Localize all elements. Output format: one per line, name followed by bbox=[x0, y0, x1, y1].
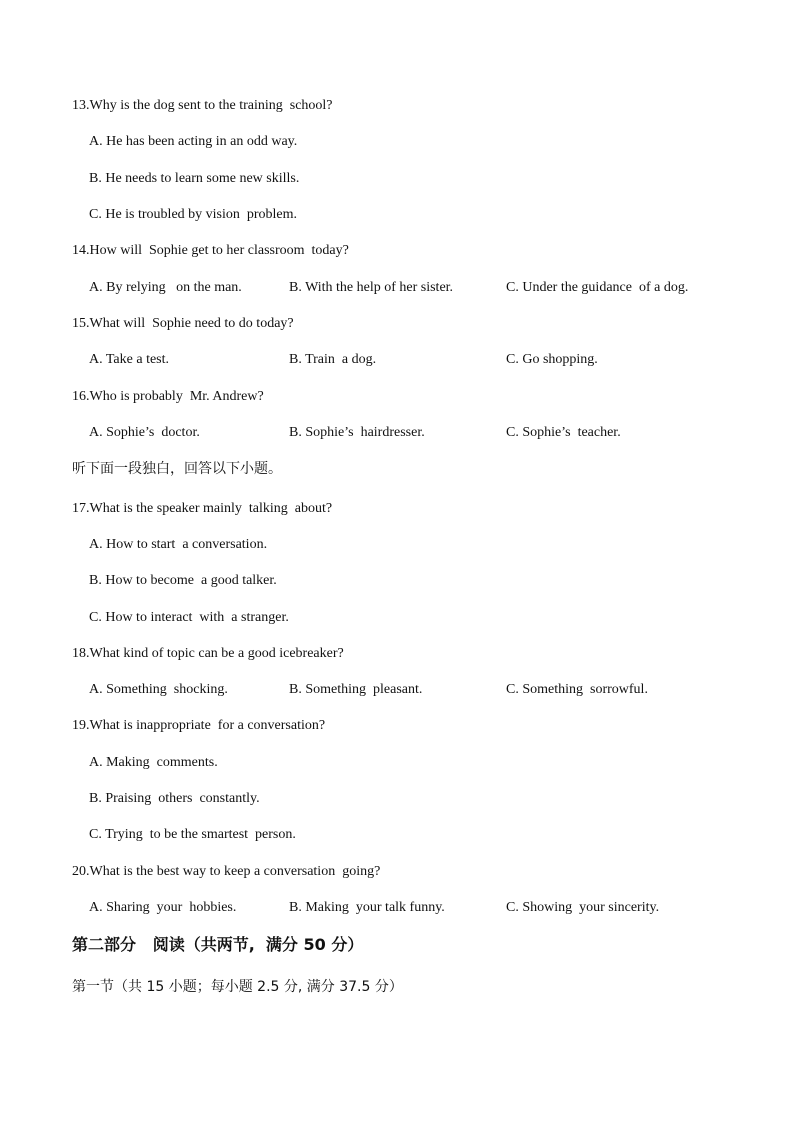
option-18-c: C. Something sorrowful. bbox=[506, 682, 648, 697]
option-15-b: B. Train a dog. bbox=[289, 352, 377, 367]
option-18-b: B. Something pleasant. bbox=[289, 682, 423, 697]
option-19-c: C. Trying to be the smartest person. bbox=[89, 827, 296, 842]
question-16: 16.Who is probably Mr. Andrew? bbox=[72, 389, 264, 404]
option-19-a: A. Making comments. bbox=[89, 755, 218, 770]
option-20-a: A. Sharing your hobbies. bbox=[89, 900, 237, 915]
section-1-heading: 第一节（共 15 小题；每小题 2.5 分, 满分 37.5 分） bbox=[72, 979, 403, 995]
question-15: 15.What will Sophie need to do today? bbox=[72, 316, 294, 331]
option-20-b: B. Making your talk funny. bbox=[289, 900, 445, 915]
option-17-c: C. How to interact with a stranger. bbox=[89, 610, 289, 625]
question-17: 17.What is the speaker mainly talking about? bbox=[72, 501, 333, 516]
option-14-c: C. Under the guidance of a dog. bbox=[506, 280, 689, 295]
option-18-a: A. Something shocking. bbox=[89, 682, 228, 697]
option-13-c: C. He is troubled by vision problem. bbox=[89, 207, 298, 222]
question-19: 19.What is inappropriate for a conversation? bbox=[72, 718, 326, 733]
question-18: 18.What kind of topic can be a good icebreaker? bbox=[72, 646, 344, 661]
option-13-a: A. He has been acting in an odd way. bbox=[89, 134, 298, 149]
option-15-c: C. Go shopping. bbox=[506, 352, 598, 367]
question-14: 14.How will Sophie get to her classroom today? bbox=[72, 243, 349, 258]
question-20: 20.What is the best way to keep a conversation going? bbox=[72, 864, 381, 879]
question-13: 13.Why is the dog sent to the training school? bbox=[72, 98, 333, 113]
option-16-b: B. Sophie’s hairdresser. bbox=[289, 425, 425, 440]
part-2-heading: 第二部分 阅读（共两节, 满分 50 分） bbox=[72, 935, 364, 954]
option-15-a: A. Take a test. bbox=[89, 352, 170, 367]
option-14-a: A. By relying on the man. bbox=[89, 280, 242, 295]
option-17-a: A. How to start a conversation. bbox=[89, 537, 268, 552]
section-instruction: 听下面一段独白，回答以下小题。 bbox=[72, 461, 282, 477]
option-19-b: B. Praising others constantly. bbox=[89, 791, 260, 806]
option-14-b: B. With the help of her sister. bbox=[289, 280, 454, 295]
option-17-b: B. How to become a good talker. bbox=[89, 573, 277, 588]
option-20-c: C. Showing your sincerity. bbox=[506, 900, 660, 915]
option-16-c: C. Sophie’s teacher. bbox=[506, 425, 621, 440]
option-16-a: A. Sophie’s doctor. bbox=[89, 425, 200, 440]
option-13-b: B. He needs to learn some new skills. bbox=[89, 171, 300, 186]
